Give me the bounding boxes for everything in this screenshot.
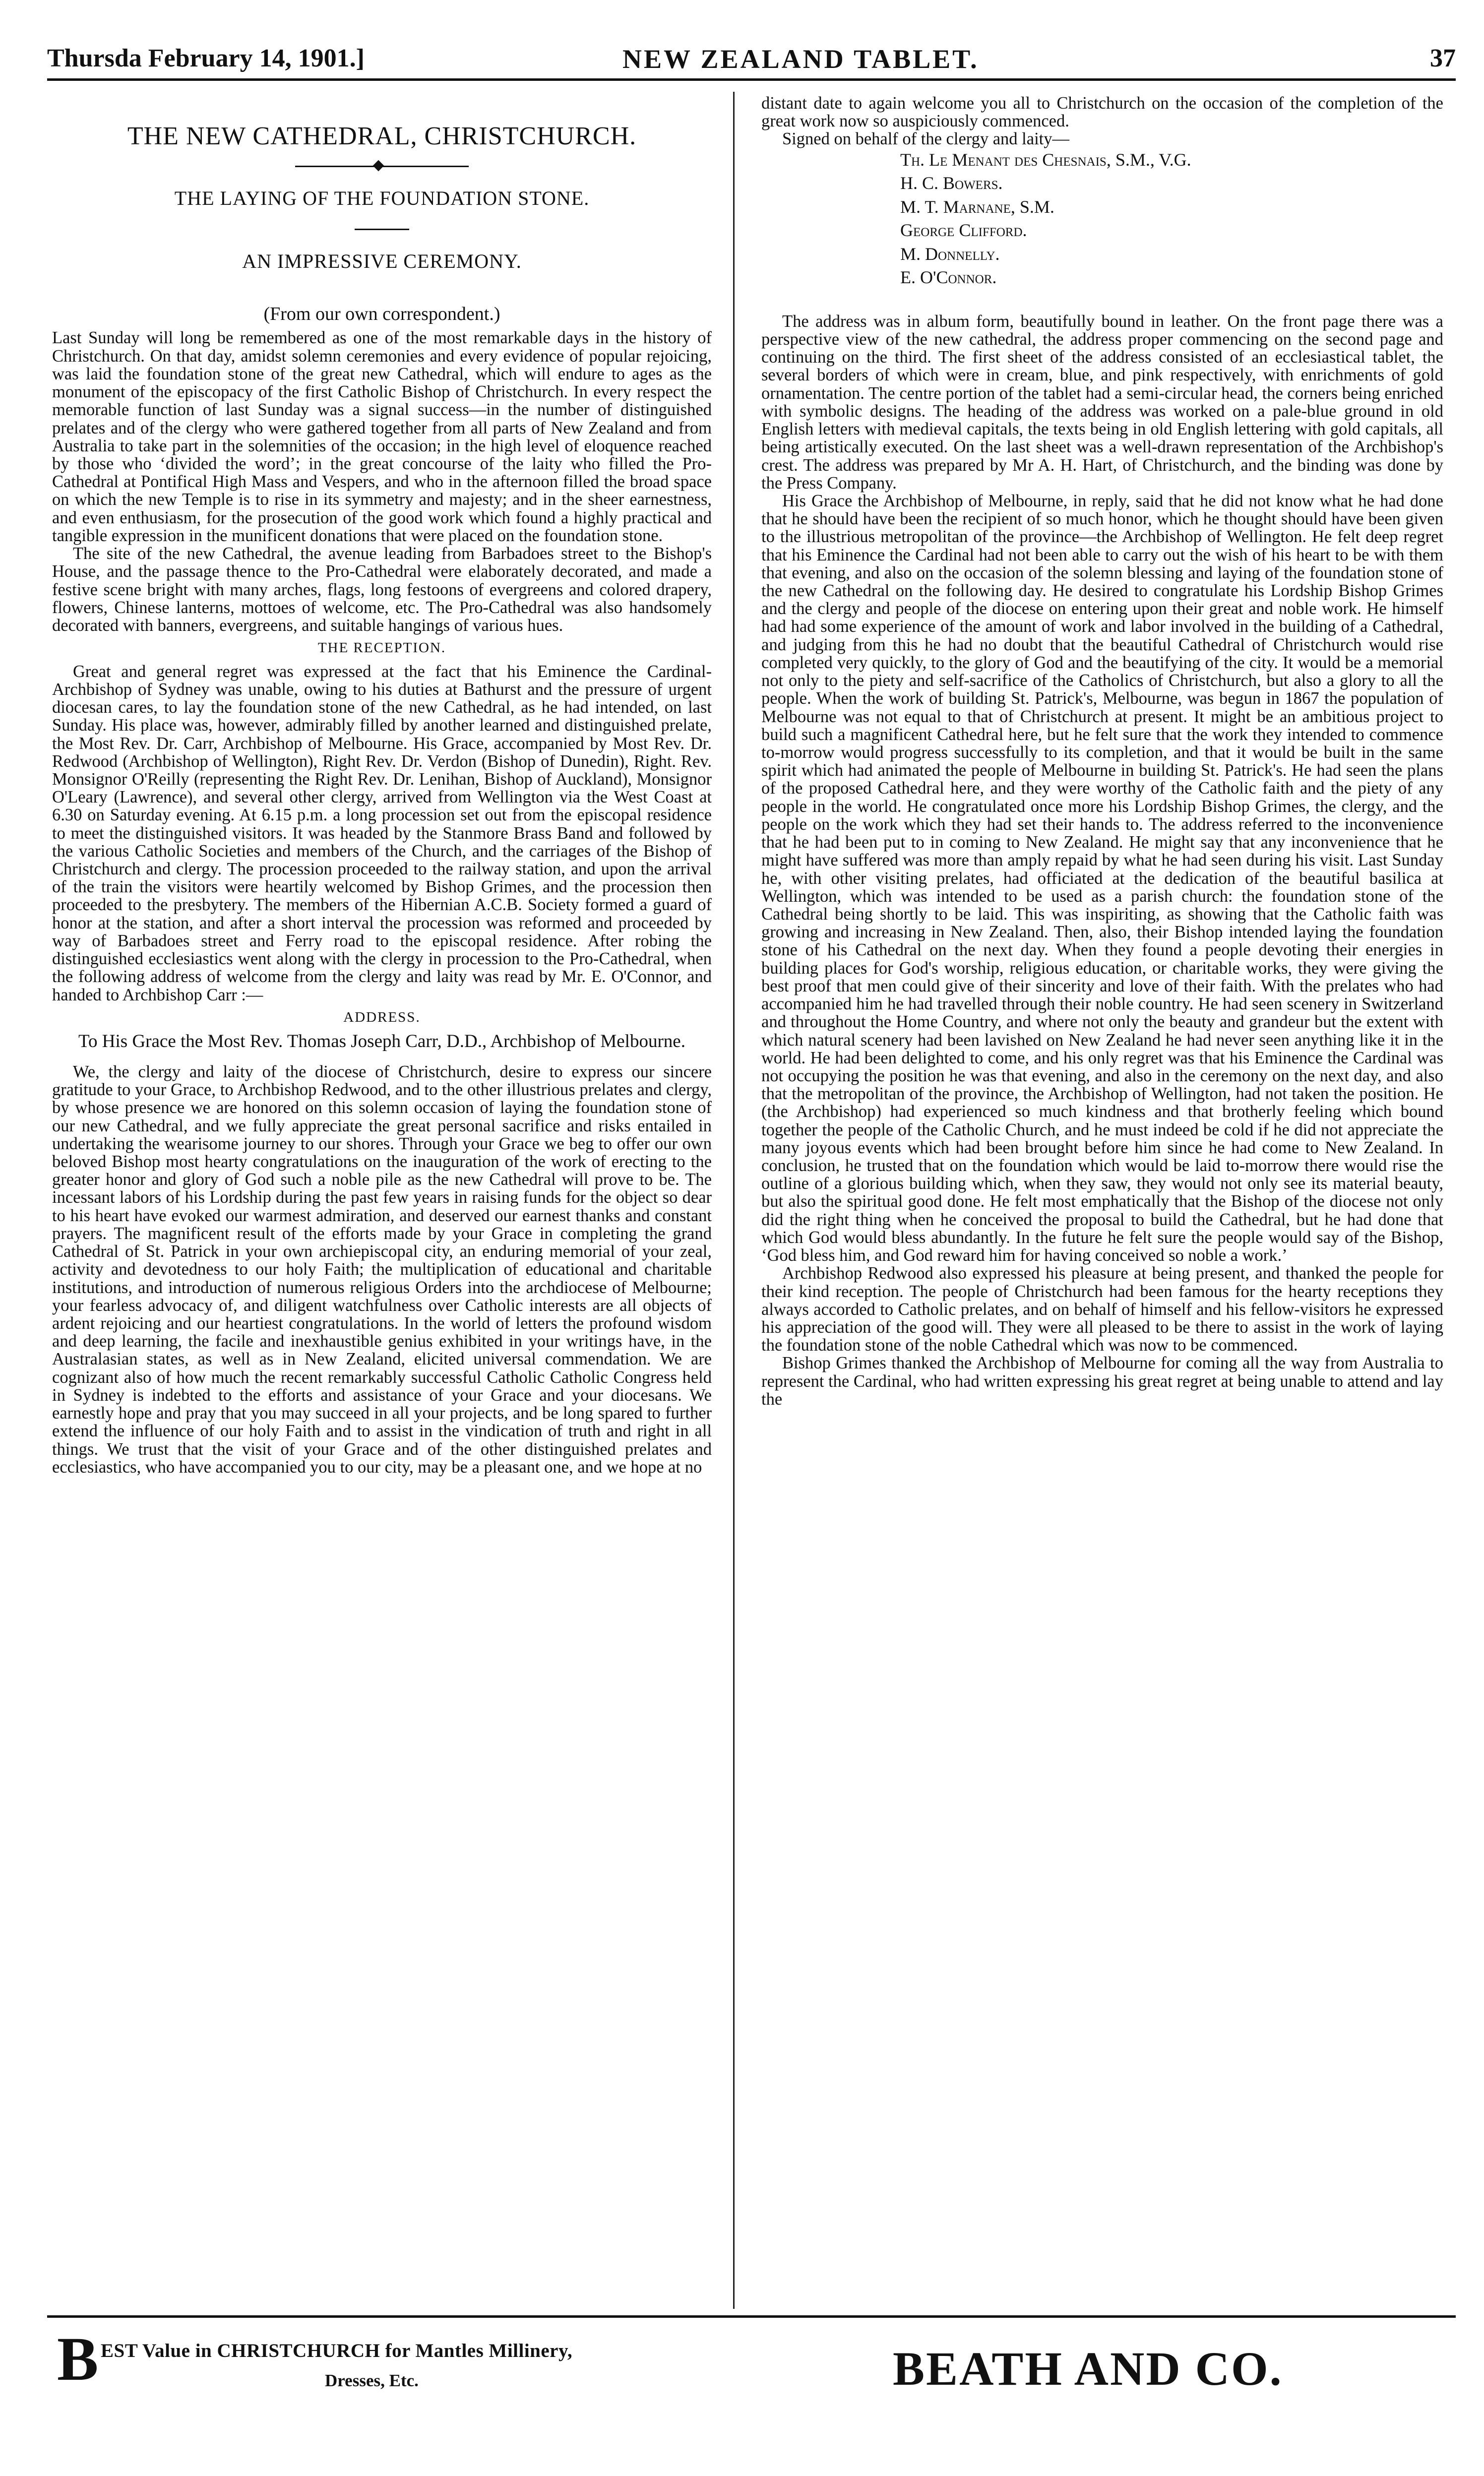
article-paragraph: Last Sunday will long be remembered as one of the most remarkable days in the history of Christchurch. On that day, amidst solemn ceremonies and every evidence of popular rejoicing, was laid the foundation stone of the great new Cathedral, which will endure to ages as the monument of the episcopacy of the first Catholic Bishop of Christchurch. In every respect the memorable function of last Sunday was a signal success—in the number of distinguished prelates and of the clergy who were gathered together from all parts of New Zealand and from Australia to take part in the solemnities of the occasion; in the high level of eloquence reached by those who ‘divided the word’; in the great concourse of the laity who filled the Pro-Cathedral at Pontifical High Mass and Vespers, and who in the afternoon filled the broad space on which the new Temple is to rise in its symmetry and majesty; and in the sheer earnestness, and even enthusiasm, for the prosecution of the good work which found a highly practical and tangible expression in the munificent donations that were placed on the foundation stone.	[52, 328, 712, 545]
byline: (From our own correspondent.)	[263, 303, 500, 324]
article-paragraph: Great and general regret was expressed at the fact that his Eminence the Cardinal-Archbishop of Sydney was unable, owing to his duties at Bathurst and the pressure of urgent diocesan cares, to lay the foundation stone of the new Cathedral, as he had intended, on last Sunday. His place was, however, admirably filled by another learned and distinguished prelate, the Most Rev. Dr. Carr, Archbishop of Melbourne. His Grace, accompanied by Most Rev. Dr. Redwood (Archbishop of Wellington), Right Rev. Dr. Verdon (Bishop of Dunedin), Right. Rev. Monsignor O'Reilly (representing the Right Rev. Dr. Lenihan, Bishop of Auckland), Monsignor O'Leary (Lawrence), and several other clergy, arrived from Wellington via the West Coast at 6.30 on Saturday evening. At 6.15 p.m. a long procession set out from the episcopal residence to meet the distinguished visitors. It was headed by the Stanmore Brass Band and followed by the various Catholic Societies and members of the Church, and the carriages of the Bishop of Christchurch and clergy. The procession proceeded to the railway station, and upon the arrival of the train the visitors were heartily welcomed by Bishop Grimes, and the procession then proceeded to the presbytery. The members of the Hibernian A.C.B. Society formed a guard of honor at the station, and after a short interval the procession was reformed and proceeded by way of Barbadoes street and Ferry road to the episcopal residence. After robing the distinguished ecclesiastics went along with the clergy in procession to the Pro-Cathedral, when the following address of welcome from the clergy and laity was read by Mr. E. O'Connor, and handed to Archbishop Carr :—	[52, 662, 712, 1004]
signatory-list	[761, 148, 1443, 290]
signatory: M. T. Marnane, S.M.	[900, 196, 1054, 217]
page-number: 37	[1430, 44, 1456, 72]
subheadline-2: AN IMPRESSIVE CEREMONY.	[242, 249, 522, 272]
signed-line: Signed on behalf of the clergy and laity—	[782, 129, 1070, 149]
address-continuation: distant date to again welcome you all to Christchurch on the occasion of the completion of the great work now so auspiciously commenced.	[761, 94, 1443, 131]
ornament-diamond	[373, 160, 384, 171]
signatory: H. C. Bowers.	[900, 173, 1003, 193]
subheadline: THE LAYING OF THE FOUNDATION STONE.	[174, 186, 590, 209]
address-recipient: To His Grace the Most Rev. Thomas Joseph Carr, D.D., Archbishop of Melbourne.	[78, 1031, 685, 1052]
article-paragraph: His Grace the Archbishop of Melbourne, in reply, said that he did not know what he had done that he should have been the recipient of so much honor, which he thought should have been given to the illustrious metropolitan of the province—the Archbishop of Wellington. He felt deep regret that his Eminence the Cardinal had not been able to carry out the wish of his heart to be with them that evening, and also on the occasion of the solemn blessing and laying of the foundation stone of the new Cathedral on the following day. He desired to congratulate his Lordship Bishop Grimes and the clergy and people of the diocese on entering upon their great and noble work. He himself had had some experience of the amount of work and labor involved in the building of a Cathedral, and judging from this he had no doubt that the beautiful Cathedral of Christchurch would rise completed very quickly, to the glory of God and the beautifying of the city. It would be a memorial not only to the piety and self-sacrifice of the Catholics of Christchurch, but also a glory to all the people. When the work of building St. Patrick's, Melbourne, was begun in 1867 the population of Melbourne was not equal to that of Christchurch at present. It might be an ambitious project to build such a magnificent Cathedral here, but he felt sure that the work they intended to commence to-morrow would progress successfully to its completion, and that it would be built in the same spirit which had animated the people of Melbourne in building St. Patrick's. He had seen the plans of the proposed Cathedral here, and they were worthy of the Catholic faith and the piety of any people in the world. He congratulated once more his Lordship Bishop Grimes, the clergy, and the people on the work which they had set their hands to. The address referred to the inconvenience that he had been put to in coming to New Zealand. He might say that any inconvenience that he might have suffered was more than amply repaid by what he had seen during his visit. Last Sunday he, with other visiting prelates, had officiated at the dedication of the beautiful basilica at Wellington, which was intended to be used as a parish church: the foundation stone of the Cathedral being shortly to be laid. This was inspiriting, as showing that the Catholic faith was growing and increasing in New Zealand. Then, also, their Bishop intended laying the foundation stone of his Cathedral on the next day. When they found a people devoting their energies in building places for God's worship, religious education, or charitable works, they were giving the best proof that men could give of their sincerity and love of their faith. With the prelates who had accompanied him he had travelled through their noble country. He had seen scenery in Switzerland and throughout the Home Country, and where not only the beauty and grandeur but the extent with which natural scenery had been lavished on New Zealand he had never seen anything like it in the world. He had been delighted to come, and his only regret was that his Eminence the Cardinal was not occupying the position he was that evening, and also in the ceremony on the next day, and also that the metropolitan of the province, the Archbishop of Wellington, had not taken the position. He (the Archbishop) had experienced so much kindness and that brotherly feeling which bound together the people of the Catholic Church, and he must indeed be cold if he did not appreciate the many joyous events which had been brought before him since he had come to New Zealand. In conclusion, he trusted that on the foundation which would be laid to-morrow there would rise the outline of a glorious building which, when they saw, they would not only see its material beauty, but also the spiritual good done. He felt most emphatically that the Bishop of the diocese not only did the right thing when he conceived the proposal to build the Cathedral, but he had done that which God would bless abundantly. In the future he felt sure the people would say of the Bishop, ‘God bless him, and God reward him for having conceived so noble a work.’	[761, 491, 1443, 1265]
headline-ornament	[52, 161, 712, 171]
masthead-title: NEW ZEALAND TABLET.	[622, 44, 979, 74]
masthead-date: Thursda February 14, 1901.]	[47, 44, 365, 72]
headline: THE NEW CATHEDRAL, CHRISTCHURCH.	[127, 122, 637, 150]
signatory: M. Donnelly.	[900, 244, 1000, 264]
masthead-rule	[47, 78, 1456, 81]
article-paragraph: Bishop Grimes thanked the Archbishop of Melbourne for coming all the way from Australia to represent the Cardinal, who had written expressing his great regret at being unable to attend and lay the	[761, 1354, 1443, 1409]
advert-line-1: EST Value in CHRISTCHURCH for Mantles Millinery,	[101, 2340, 573, 2361]
signatory: Th. Le Menant des Chesnais, S.M., V.G.	[900, 149, 1191, 170]
column-divider	[733, 92, 735, 2309]
advert-line-2: Dresses, Etc.	[325, 2371, 419, 2390]
masthead	[47, 44, 1456, 78]
article-paragraph: Archbishop Redwood also expressed his pleasure at being present, and thanked the people for their kind reception. The people of Christchurch had been famous for the hearty receptions they always accorded to Catholic prelates, and on behalf of himself and his fellow-visitors he expressed his appreciation of the good will. They were all pleased to be there to assist in the work of laying the foundation stone of the noble Cathedral which was now to be commenced.	[761, 1264, 1443, 1355]
article-paragraph: The address was in album form, beautifully bound in leather. On the front page there was a perspective view of the new cathedral, the address proper commencing on the second page and continuing on the third. The first sheet of the address consisted of an ecclesiastical tablet, the several borders of which were in cream, blue, and pink respectively, with enrichments of gold ornamentation. The centre portion of the tablet had a semi-circular head, the corners being enriched with symbolic designs. The heading of the address was worked on a pale-blue ground in old English letters with medieval capitals, the texts being in old English lettering with gold capitals, all being artistically executed. On the last sheet was a well-drawn representation of the Archbishop's crest. The address was prepared by Mr A. H. Hart, of Christchurch, and the binding was done by the Press Company.	[761, 311, 1443, 493]
signatory: George Clifford.	[900, 220, 1027, 241]
section-heading-address: ADDRESS.	[343, 1009, 421, 1025]
signatory: E. O'Connor.	[900, 267, 997, 288]
advert-rule	[47, 2315, 1456, 2318]
short-rule	[355, 229, 409, 230]
right-column	[761, 94, 1443, 1408]
advert-brand: BEATH AND CO.	[893, 2342, 1283, 2395]
address-paragraph: We, the clergy and laity of the diocese of Christchurch, desire to express our sincere gratitude to your Grace, to Archbishop Redwood, and to the other illustrious prelates and clergy, by whose presence we are honored on this solemn occasion of laying the foundation stone of our new Cathedral, and we fully appreciate the great personal sacrifice and risks entailed in undertaking the wearisome journey to our shores. Through your Grace we beg to offer our own beloved Bishop most hearty congratulations on the inauguration of the work of erecting to the greater honor and glory of God such a noble pile as the new Cathedral will prove to be. The incessant labors of his Lordship during the past few years in raising funds for the object so dear to his heart have evoked our warmest admiration, and deserved our earnest thanks and constant prayers. The magnificent result of the efforts made by your Grace in completing the grand Cathedral of St. Patrick in your own archiepiscopal city, an enduring memorial of your zeal, activity and devotedness to our holy Faith; the multiplication of educational and charitable institutions, and introduction of numerous religious Orders into the archdiocese of Melbourne; your fearless advocacy of, and diligent watchfulness over Catholic interests are all objects of ardent rejoicing and our heartiest congratulations. In the world of letters the profound wisdom and deep learning, the facile and inexhaustible genius exhibited in your writings have, in the Australasian states, as well as in New Zealand, elicited universal commendation. We are cognizant also of how much the recent remarkably successful Catholic Catholic Congress held in Sydney is indebted to the efforts and assistance of your Grace and your diocesans. We earnestly hope and pray that you may succeed in all your projects, and be long spared to further extend the influence of our holy Faith and to assist in the vindication of truth and right in all things. We trust that the visit of your Grace and of the other distinguished prelates and ecclesiastics, who have accompanied you to our city, may be a pleasant one, and we hope at no	[52, 1062, 712, 1477]
article-paragraph: The site of the new Cathedral, the avenue leading from Barbadoes street to the Bishop's House, and the passage thence to the Pro-Cathedral were elaborately decorated, and made a festive scene bright with many arches, flags, long festoons of evergreens and colored drapery, flowers, Chinese lanterns, mottoes of welcome, etc. The Pro-Cathedral was also handsomely decorated with banners, evergreens, and suitable hangings of various hues.	[52, 544, 712, 635]
section-heading-reception: THE RECEPTION.	[317, 640, 446, 656]
left-column	[52, 94, 712, 1476]
advert-initial: B	[57, 2325, 99, 2394]
